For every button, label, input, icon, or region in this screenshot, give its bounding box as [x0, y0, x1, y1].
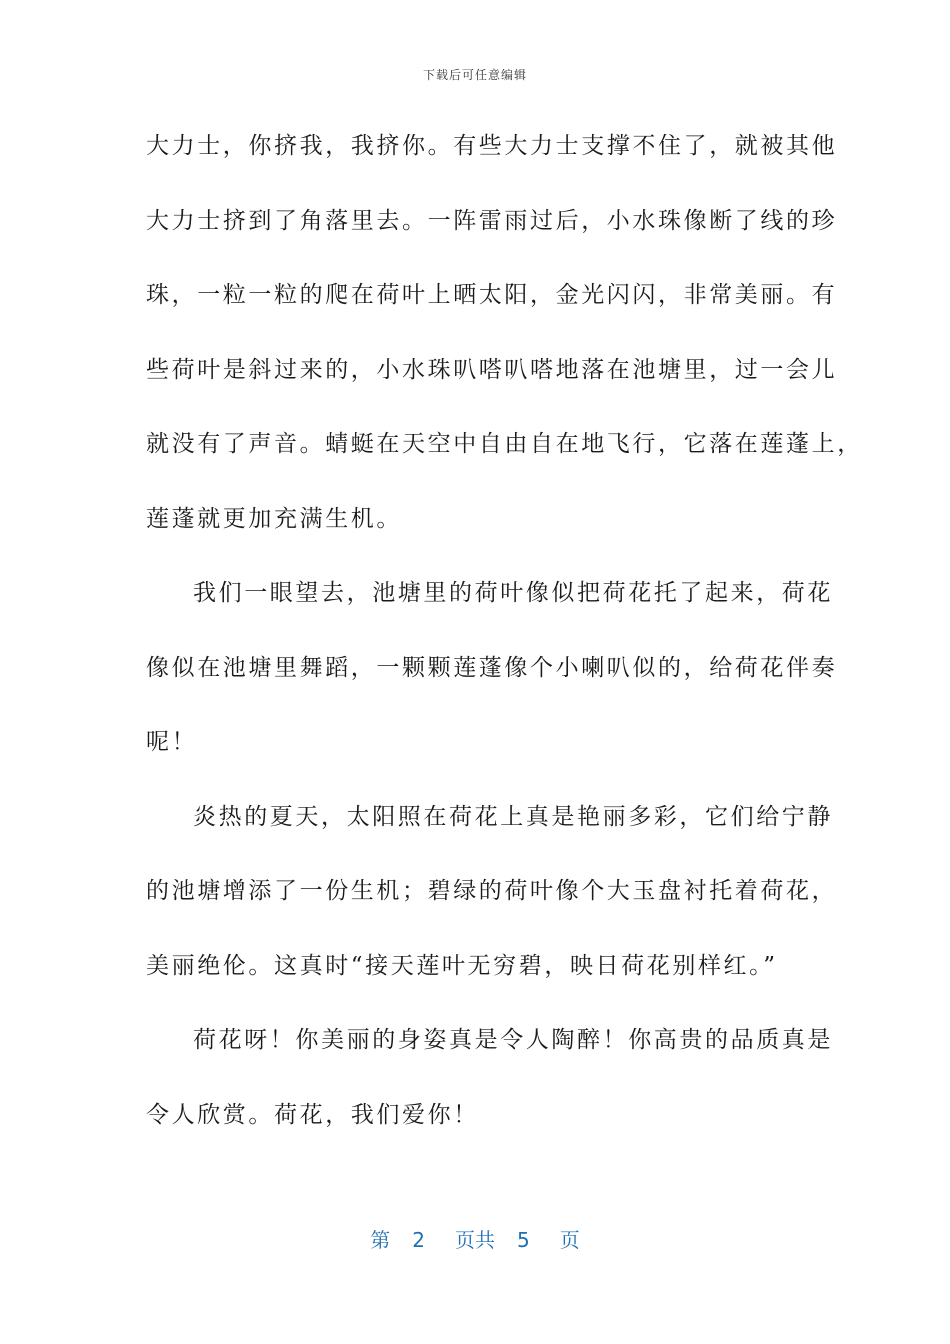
footer-total-pages: 5 — [517, 1228, 530, 1252]
text-line: 美丽绝伦。这真时“接天莲叶无穷碧，映日荷花别样红。” — [146, 952, 778, 979]
paragraph-start-line: 炎热的夏天，太阳照在荷花上真是艳丽多彩，它们给宁静 — [193, 803, 833, 830]
footer-current-page: 2 — [412, 1228, 425, 1252]
text-line: 莲蓬就更加充满生机。 — [146, 505, 402, 532]
text-line: 呢！ — [146, 729, 198, 755]
text-line: 像似在池塘里舞蹈，一颗颗莲蓬像个小喇叭似的，给荷花伴奏 — [146, 654, 838, 681]
footer-prefix: 第 — [370, 1228, 391, 1252]
paragraph-start-line: 我们一眼望去，池塘里的荷叶像似把荷花托了起来，荷花 — [193, 580, 833, 606]
footer-suffix: 页 — [559, 1228, 580, 1252]
paragraph-start-line: 荷花呀！你美丽的身姿真是令人陶醉！你高贵的品质真是 — [193, 1027, 833, 1053]
page-number-footer — [0, 1224, 950, 1253]
text-line: 令人欣赏。荷花，我们爱你！ — [146, 1101, 479, 1128]
text-line: 的池塘增添了一份生机；碧绿的荷叶像个大玉盘衬托着荷花， — [146, 878, 838, 904]
text-line: 就没有了声音。蜻蜓在天空中自由自在地飞行，它落在莲蓬上， — [146, 431, 863, 457]
text-line: 些荷叶是斜过来的，小水珠叭嗒叭嗒地落在池塘里，过一会儿 — [146, 356, 838, 383]
text-line: 珠，一粒一粒的爬在荷叶上晒太阳，金光闪闪，非常美丽。有 — [146, 282, 838, 308]
document-body — [146, 118, 863, 1161]
footer-middle: 页共 — [455, 1228, 495, 1252]
text-line: 大力士挤到了角落里去。一阵雷雨过后，小水珠像断了线的珍 — [146, 207, 838, 234]
text-line: 大力士，你挤我，我挤你。有些大力士支撑不住了，就被其他 — [146, 133, 838, 159]
page-header-note: 下载后可任意编辑 — [422, 68, 527, 82]
